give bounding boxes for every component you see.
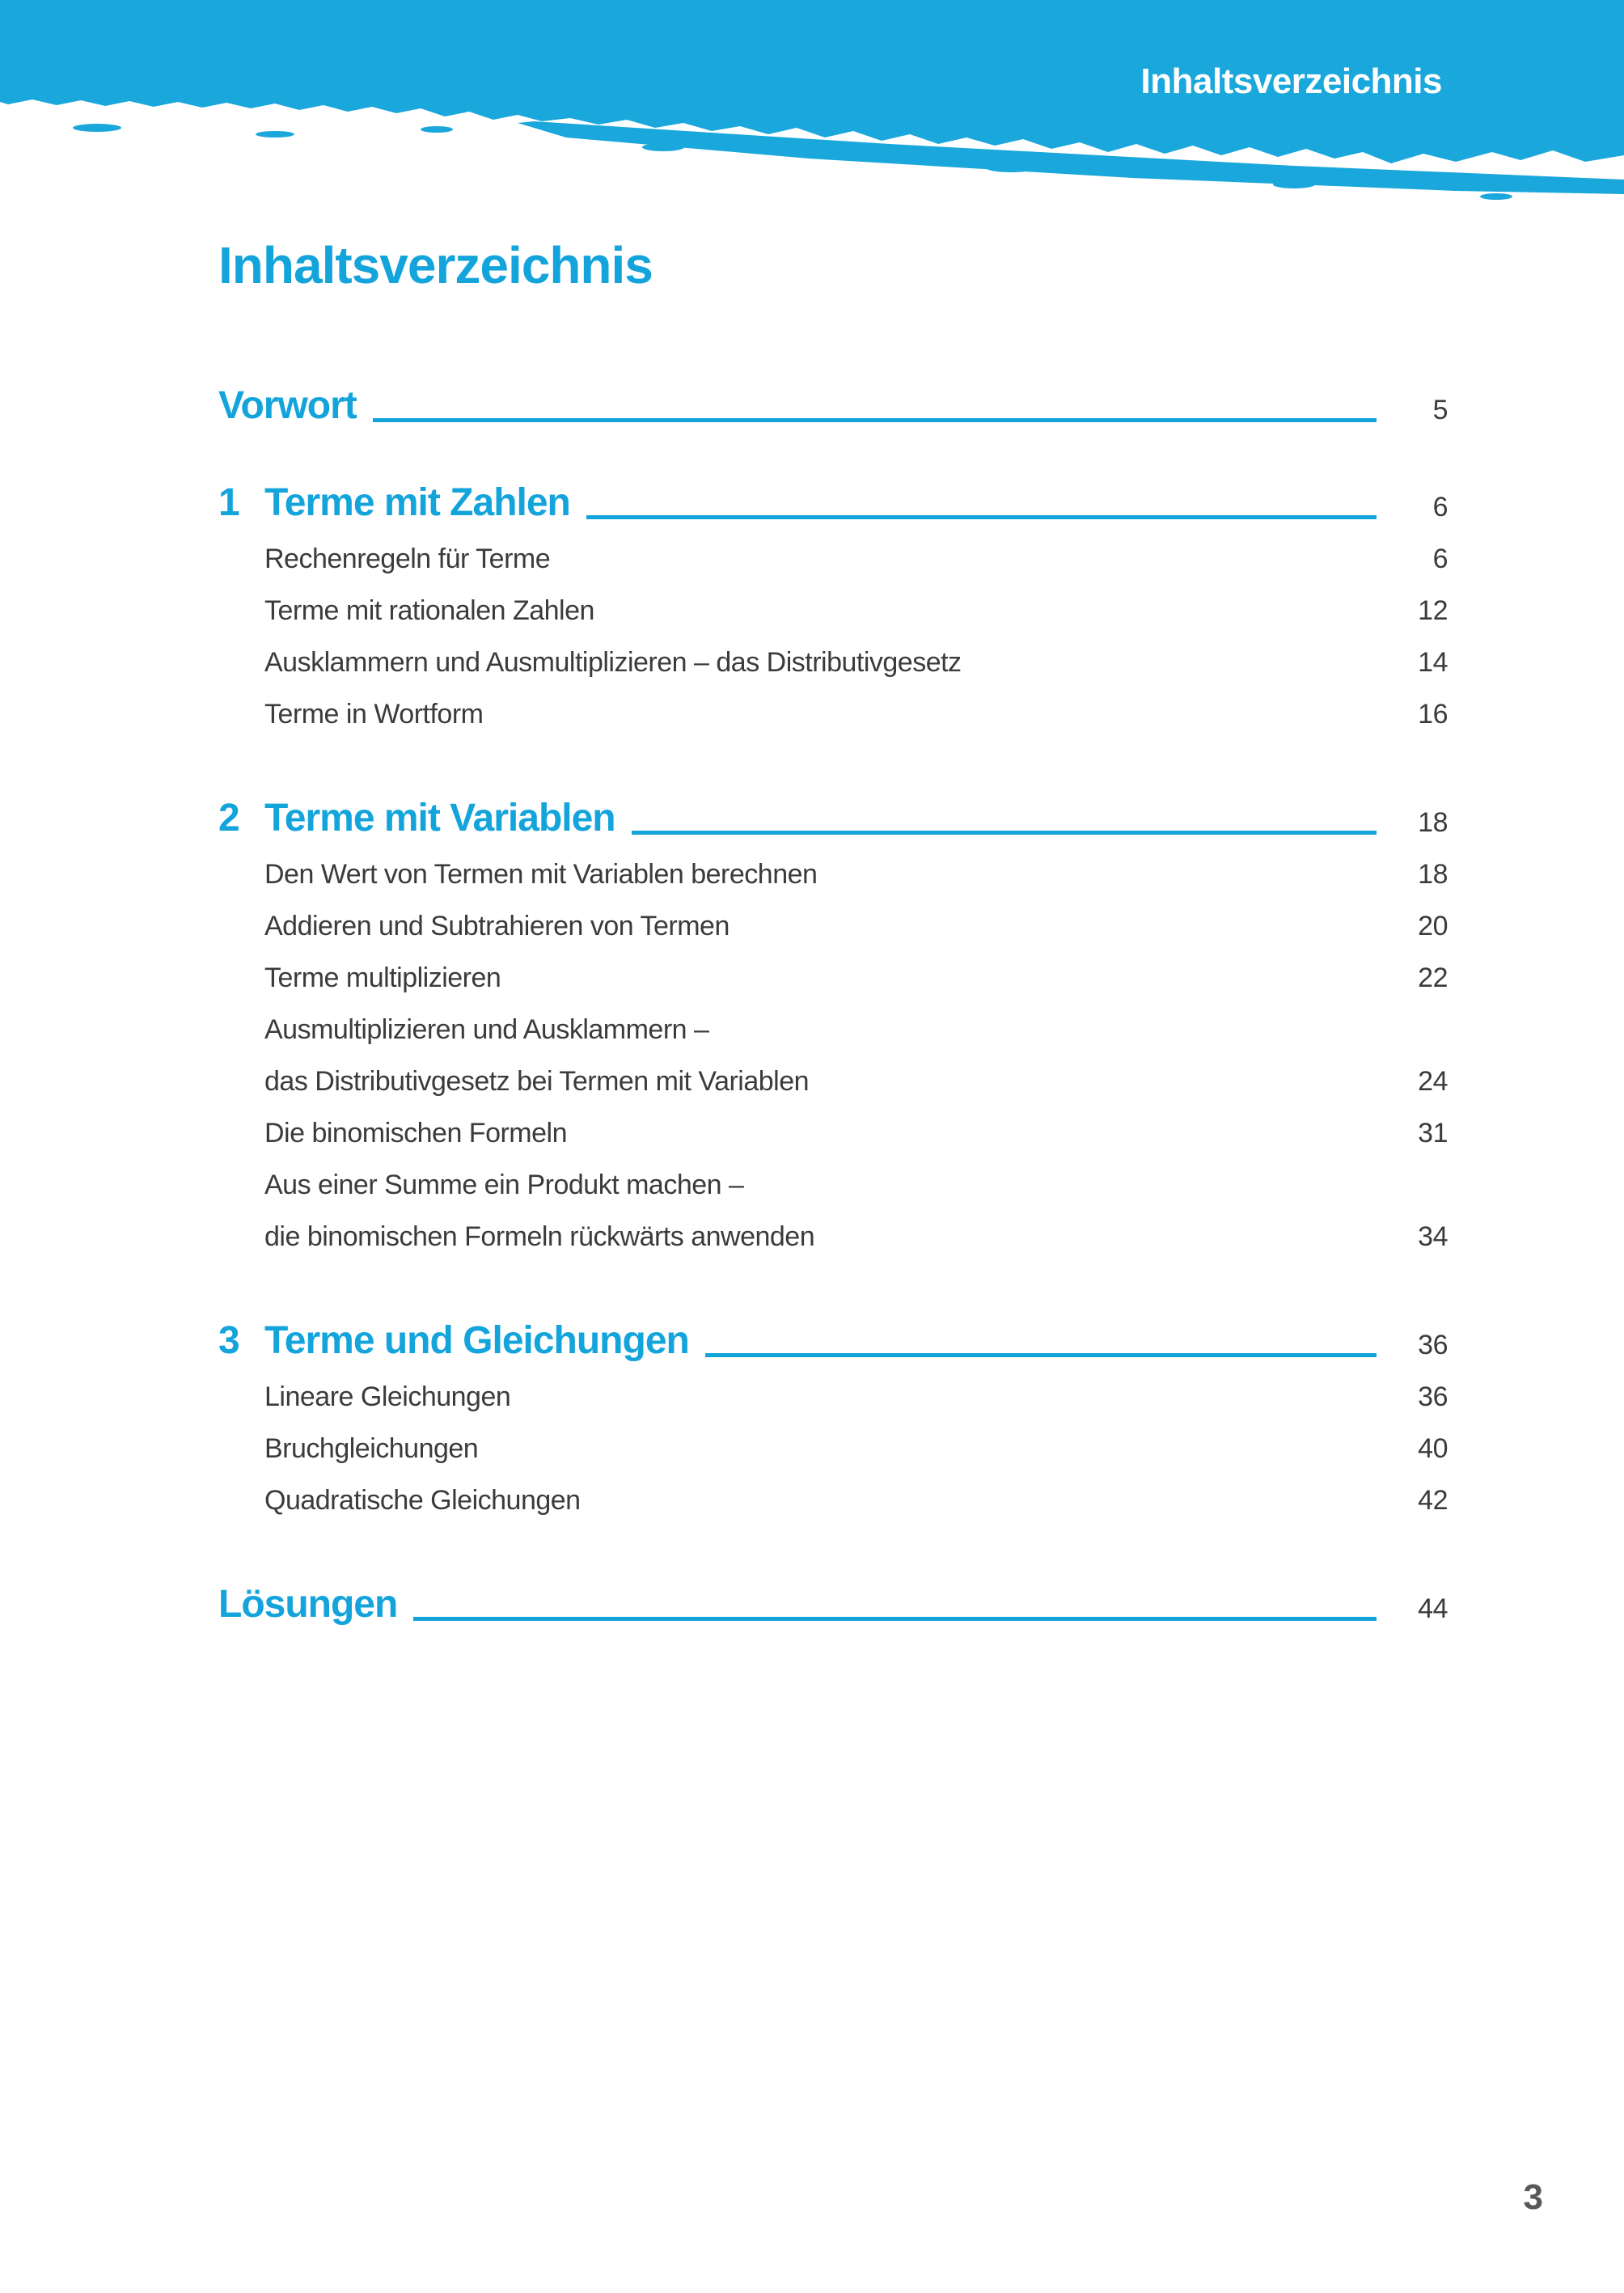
toc-entry-chapter-1 [218,481,1448,524]
toc-subentry-page: 18 [1418,859,1448,891]
toc-subentry-page: 20 [1418,911,1448,942]
toc-subentry-title: Ausklammern und Ausmultiplizieren – das Distributivgesetz [264,647,962,679]
toc-subentry [218,953,1448,1005]
toc-subentry-page: 31 [1418,1118,1448,1149]
leader-line [705,1353,1377,1357]
toc-subentry-title: Die binomischen Formeln [264,1118,567,1149]
toc-entry-chapter-2 [218,799,1448,838]
toc-subentry [218,534,1448,586]
toc-entry-title: Terme und Gleichungen [264,1319,689,1362]
toc-subentry-title: Lineare Gleichungen [264,1381,511,1413]
toc-subentry-title: Den Wert von Termen mit Variablen berechnen [264,859,818,891]
toc-entry-page: 5 [1432,395,1448,426]
toc-subentry [218,849,1448,901]
leader-line [632,831,1377,835]
toc-subentry [218,586,1448,637]
running-header: Inhaltsverzeichnis [1140,61,1442,101]
toc-entry-loesungen [218,1585,1448,1624]
toc-subentry-page: 6 [1432,544,1448,575]
toc-subentry-title: die binomischen Formeln rückwärts anwenden [264,1221,815,1253]
toc-subentry [218,901,1448,953]
toc-entry-title: Terme mit Variablen [264,797,615,840]
toc-subentry-title: das Distributivgesetz bei Termen mit Variablen [264,1066,810,1098]
toc-subentry [218,1108,1448,1160]
table-of-contents [218,384,1448,1626]
chapter-number: 2 [218,797,239,840]
leader-line [586,515,1377,519]
toc-subentry-title: Addieren und Subtrahieren von Termen [264,911,730,942]
toc-subentry-title: Aus einer Summe ein Produkt machen – [264,1170,744,1201]
toc-subentry-page: 40 [1418,1433,1448,1465]
toc-subentry-continued [218,1160,1448,1212]
header-band [0,0,1624,210]
toc-subentry-page: 14 [1418,647,1448,679]
toc-entry-chapter-3 [218,1319,1448,1362]
toc-subentry [218,1212,1448,1263]
toc-entry-page: 36 [1418,1330,1448,1361]
toc-entry-title: Lösungen [218,1583,398,1626]
toc-subentry-page: 42 [1418,1485,1448,1517]
toc-subentry [218,1056,1448,1108]
toc-subentry-page: 16 [1418,699,1448,730]
toc-subentry-continued [218,1005,1448,1056]
toc-subentry-title: Terme in Wortform [264,699,484,730]
leader-line [373,418,1377,422]
toc-page [0,194,1624,1624]
toc-subentry [218,1475,1448,1527]
chapter-number: 3 [218,1319,239,1362]
toc-subentry-page: 22 [1418,962,1448,994]
brush-stroke-graphic [0,0,1624,210]
toc-entry-title: Vorwort [218,384,357,427]
toc-subentry-title: Terme mit rationalen Zahlen [264,595,594,627]
toc-subentry-title: Rechenregeln für Terme [264,544,551,575]
toc-entry-page: 6 [1432,492,1448,523]
toc-subentry [218,689,1448,741]
toc-subentry-page: 34 [1418,1221,1448,1253]
chapter-3-items [218,1372,1448,1527]
chapter-number: 1 [218,481,239,524]
toc-entry-title: Terme mit Zahlen [264,481,570,524]
toc-subentry-page: 12 [1418,595,1448,627]
toc-subentry-title: Ausmultiplizieren und Ausklammern – [264,1014,709,1046]
toc-subentry-title: Quadratische Gleichungen [264,1485,581,1517]
toc-entry-vorwort [218,384,1448,427]
toc-subentry-page: 36 [1418,1381,1448,1413]
toc-entry-page: 18 [1418,807,1448,839]
leader-line [413,1617,1377,1621]
toc-subentry-title: Terme multiplizieren [264,962,501,994]
toc-subentry-title: Bruchgleichungen [264,1433,479,1465]
toc-subentry [218,1424,1448,1475]
chapter-2-items [218,849,1448,1263]
toc-subentry [218,637,1448,689]
toc-subentry [218,1372,1448,1424]
chapter-1-items [218,534,1448,741]
toc-entry-page: 44 [1418,1593,1448,1625]
page-number-folio: 3 [1523,2177,1543,2217]
page-title: Inhaltsverzeichnis [218,236,653,294]
toc-subentry-page: 24 [1418,1066,1448,1098]
